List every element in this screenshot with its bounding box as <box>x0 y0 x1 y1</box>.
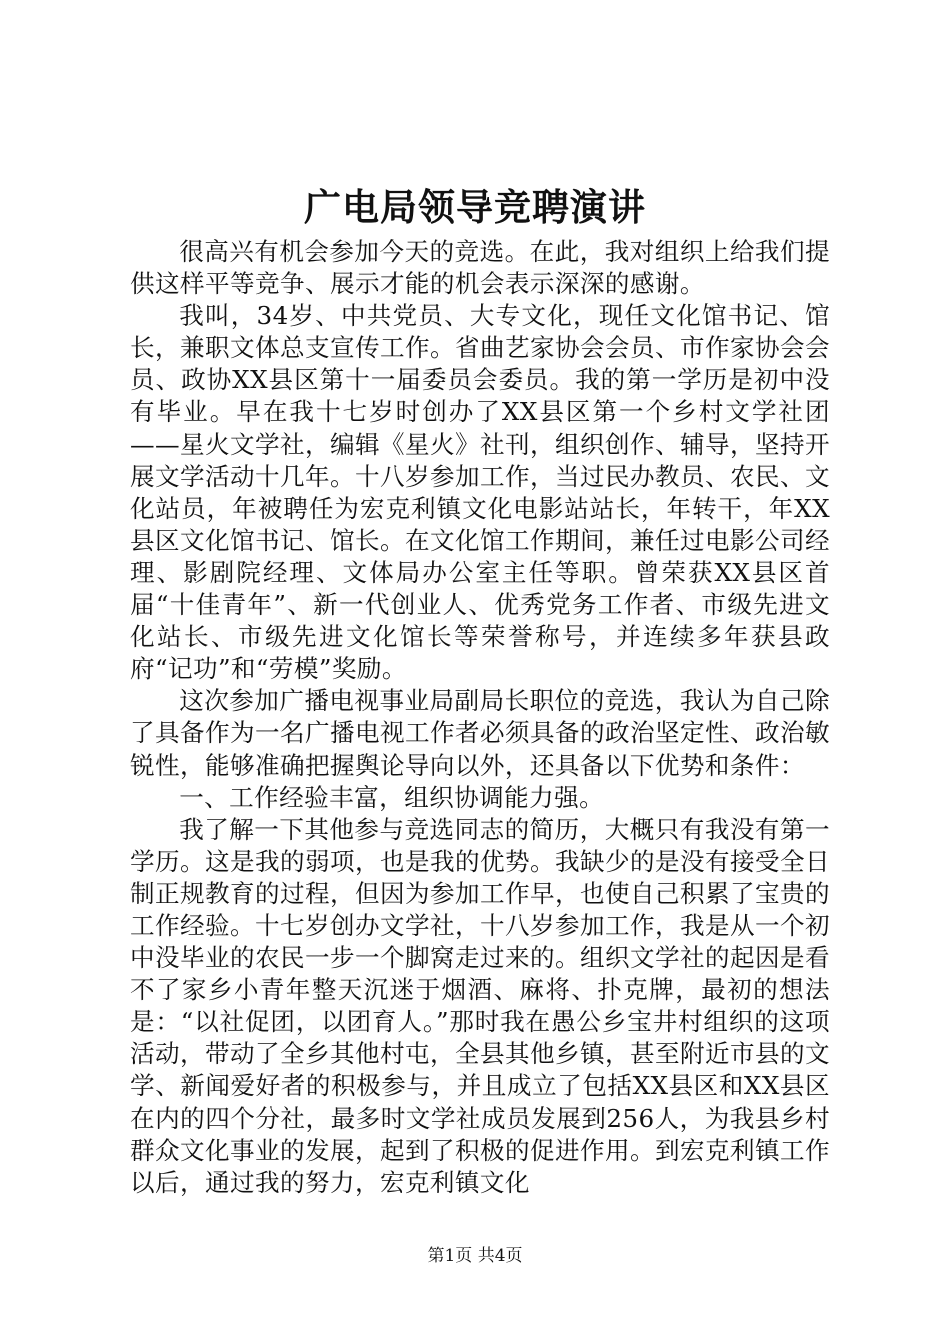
document-title: 广电局领导竞聘演讲 <box>304 185 646 229</box>
paragraph-greeting: 很高兴有机会参加今天的竞选。在此，我对组织上给我们提供这样平等竞争、展示才能的机会表示深深的感谢。 <box>130 237 830 299</box>
document-body <box>130 236 830 1199</box>
section-heading-experience: 一、工作经验丰富，组织协调能力强。 <box>179 782 605 812</box>
paragraph-self-introduction: 我叫，34岁、中共党员、大专文化，现任文化馆书记、馆长，兼职文体总支宣传工作。省曲艺家协会会员、市作家协会会员、政协XX县区第十一届委员会委员。我的第一学历是初中没有毕业。早在我十七岁时创办了XX县区第一个乡村文学社团——星火文学社，编辑《星火》社刊，组织创作、辅导，坚持开展文学活动十几年。十八岁参加工作，当过民办教员、农民、文化站员，年被聘任为宏克利镇文化电影站站长，年转干，年XX县区文化馆书记、馆长。在文化馆工作期间，兼任过电影公司经理、影剧院经理、文体局办公室主任等职。曾荣获XX县区首届“十佳青年”、新一代创业人、优秀党务工作者、市级先进文化站长、市级先进文化馆长等荣誉称号，并连续多年获县政府“记功”和“劳模”奖励。 <box>130 301 830 684</box>
paragraph-candidacy: 这次参加广播电视事业局副局长职位的竞选，我认为自己除了具备作为一名广播电视工作者必须具备的政治坚定性、政治敏锐性，能够准确把握舆论导向以外，还具备以下优势和条件： <box>130 686 830 780</box>
page-footer: 第1页 共4页 <box>427 1246 523 1266</box>
paragraph-experience: 我了解一下其他参与竞选同志的简历，大概只有我没有第一学历。这是我的弱项，也是我的优势。我缺少的是没有接受全日制正规教育的过程，但因为参加工作早，也使自己积累了宝贵的工作经验。十七岁创办文学社，十八岁参加工作，我是从一个初中没毕业的农民一步一个脚窝走过来的。组织文学社的起因是看不了家乡小青年整天沉迷于烟酒、麻将、扑克牌，最初的想法是：“以社促团，以团育人。”那时我在愚公乡宝井村组织的这项活动，带动了全乡其他村屯，全县其他乡镇，甚至附近市县的文学、新闻爱好者的积极参与，并且成立了包括XX县区和XX县区在内的四个分社，最多时文学社成员发展到256人，为我县乡村群众文化事业的发展，起到了积极的促进作用。到宏克利镇工作以后，通过我的努力，宏克利镇文化 <box>130 814 830 1197</box>
